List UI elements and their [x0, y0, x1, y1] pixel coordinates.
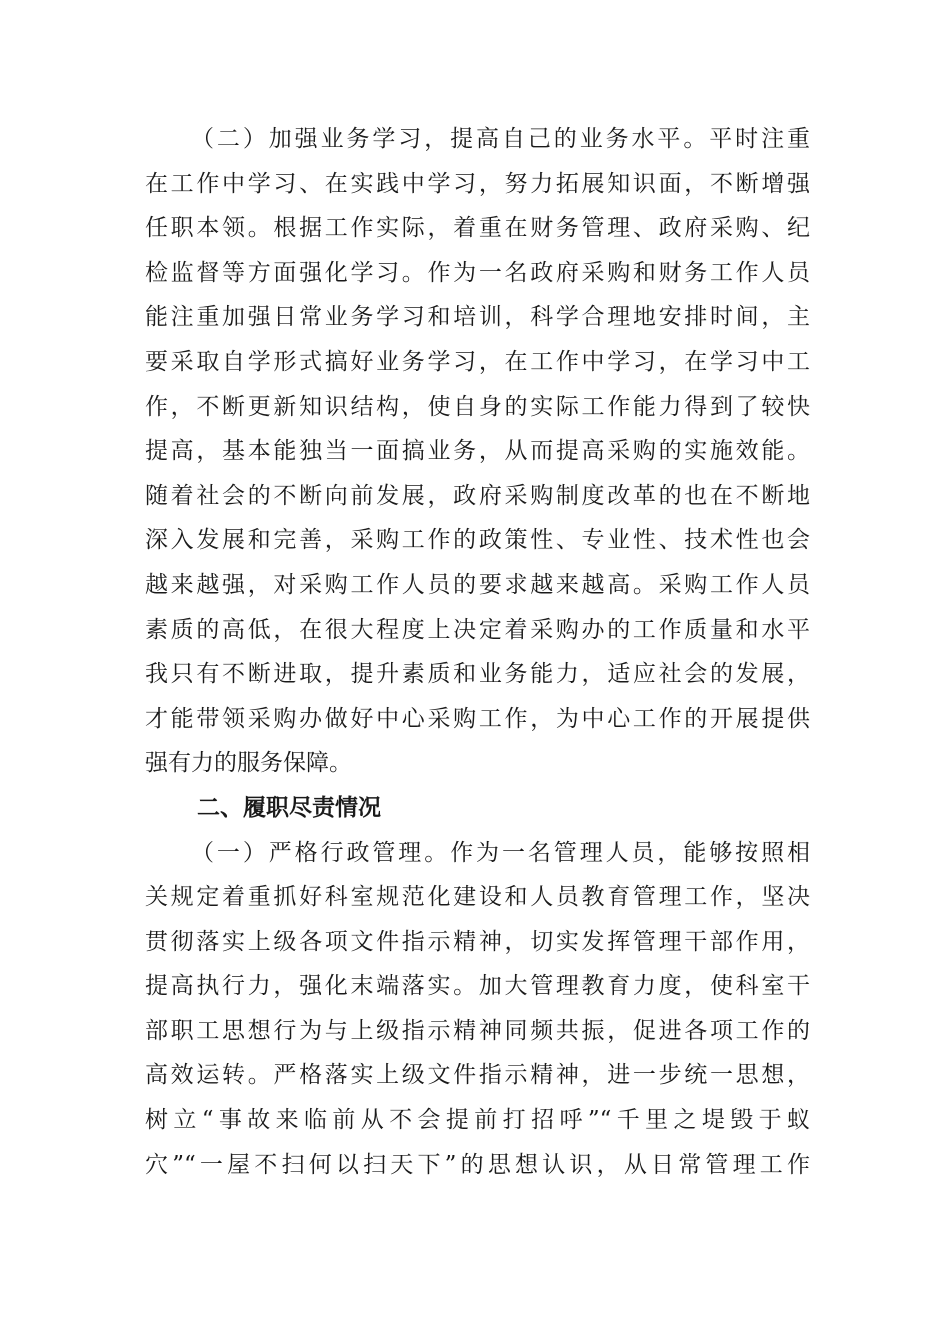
paragraph-line: 关规定着重抓好科室规范化建设和人员教育管理工作，坚决	[145, 884, 810, 911]
paragraph-line: 随着社会的不断向前发展，政府采购制度改革的也在不断地	[145, 482, 810, 509]
paragraph-line: 穴”“一屋不扫何以扫天下”的思想认识，从日常管理工作	[145, 1151, 810, 1178]
paragraph-line: 要采取自学形式搞好业务学习，在工作中学习，在学习中工	[145, 348, 810, 375]
paragraph-line: 提高，基本能独当一面搞业务，从而提高采购的实施效能。	[145, 438, 810, 465]
section-heading: 二、履职尽责情况	[197, 794, 381, 821]
paragraph-line: （一）严格行政管理。作为一名管理人员，能够按照相	[191, 839, 810, 866]
paragraph-line: 越来越强，对采购工作人员的要求越来越高。采购工作人员	[145, 571, 810, 598]
paragraph-line: 贯彻落实上级各项文件指示精神，切实发挥管理干部作用，	[145, 928, 810, 955]
paragraph-line: 在工作中学习、在实践中学习，努力拓展知识面，不断增强	[145, 170, 810, 197]
paragraph-line: 作，不断更新知识结构，使自身的实际工作能力得到了较快	[145, 393, 810, 420]
paragraph-line: 提高执行力，强化末端落实。加大管理教育力度，使科室干	[145, 973, 810, 1000]
paragraph-line: 强有力的服务保障。	[145, 750, 352, 777]
paragraph-line: 素质的高低，在很大程度上决定着采购办的工作质量和水平	[145, 616, 810, 643]
paragraph-line: 高效运转。严格落实上级文件指示精神，进一步统一思想，	[145, 1062, 810, 1089]
paragraph-line: 才能带领采购办做好中心采购工作，为中心工作的开展提供	[145, 705, 810, 732]
paragraph-line: 我只有不断进取，提升素质和业务能力，适应社会的发展，	[145, 661, 810, 688]
paragraph-line: 检监督等方面强化学习。作为一名政府采购和财务工作人员	[145, 259, 810, 286]
paragraph-line: 任职本领。根据工作实际，着重在财务管理、政府采购、纪	[145, 215, 810, 242]
paragraph-line: 能注重加强日常业务学习和培训，科学合理地安排时间，主	[145, 304, 810, 331]
paragraph-line: （二）加强业务学习，提高自己的业务水平。平时注重	[191, 126, 810, 152]
paragraph-line: 部职工思想行为与上级指示精神同频共振，促进各项工作的	[145, 1017, 810, 1044]
document-body	[145, 117, 810, 1187]
paragraph-line: 深入发展和完善，采购工作的政策性、专业性、技术性也会	[145, 527, 810, 554]
paragraph-line: 树立“事故来临前从不会提前打招呼”“千里之堤毁于蚁	[145, 1107, 810, 1134]
